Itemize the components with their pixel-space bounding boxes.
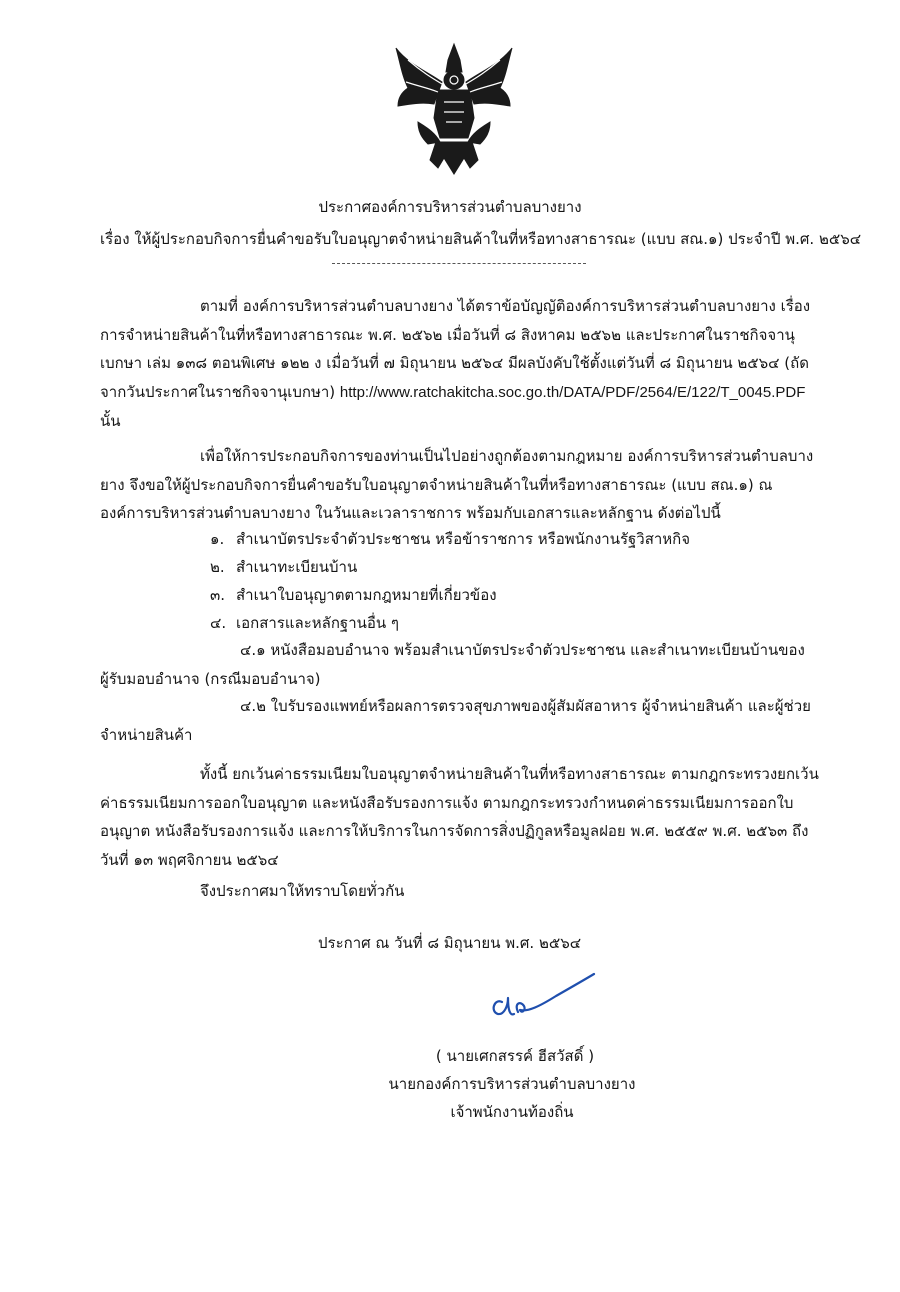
paragraph-1-end: นั้น <box>100 412 121 430</box>
garuda-emblem-icon <box>388 42 520 180</box>
list-item: ๓. สำเนาใบอนุญาตตามกฎหมายที่เกี่ยวข้อง <box>210 586 497 604</box>
announcement-subject: เรื่อง ให้ผู้ประกอบกิจการยื่นคำขอรับใบอนุญาตจำหน่ายสินค้าในที่หรือทางสาธารณะ (แบบ สณ.๑) ประจำปี พ.ศ. ๒๕๖๔ <box>100 230 862 248</box>
announcement-title: ประกาศองค์การบริหารส่วนตำบลบางยาง <box>318 198 582 216</box>
separator-line <box>332 263 586 264</box>
paragraph-3 <box>100 760 820 874</box>
list-item: ๒. สำเนาทะเบียนบ้าน <box>210 558 358 576</box>
list-item: ๑. สำเนาบัตรประจำตัวประชาชน หรือข้าราชการ หรือพนักงานรัฐวิสาหกิจ <box>210 530 691 548</box>
paragraph-2 <box>100 442 820 528</box>
signer-position: นายกองค์การบริหารส่วนตำบลบางยาง <box>388 1075 636 1093</box>
closing-statement: จึงประกาศมาให้ทราบโดยทั่วกัน <box>200 882 405 900</box>
sub-item: ๔.๑ หนังสือมอบอำนาจ พร้อมสำเนาบัตรประจำตัวประชาชน และสำเนาทะเบียนบ้านของผู้รับมอบอำนาจ (กรณีมอบอำนาจ) <box>100 641 805 688</box>
list-item: ๔. เอกสารและหลักฐานอื่น ๆ <box>210 614 399 632</box>
signer-name: ( นายเศกสรรค์ ฮีสวัสดิ์ ) <box>435 1047 595 1065</box>
announcement-date: ประกาศ ณ วันที่ ๘ มิถุนายน พ.ศ. ๒๕๖๔ <box>318 934 582 952</box>
gazette-url: http://www.ratchakitcha.soc.go.th/DATA/PDF/2564/E/122/T_0045.PDF <box>339 383 806 401</box>
paragraph-1 <box>100 292 820 436</box>
paragraph-1-text: ตามที่ องค์การบริหารส่วนตำบลบางยาง ได้ตราข้อบัญญัติองค์การบริหารส่วนตำบลบางยาง เรื่อง การจำหน่ายสินค้าในที่หรือทางสาธารณะ พ.ศ. ๒๕๖๒ เมื่อวันที่ ๘ สิงหาคม ๒๕๖๒ และประกาศในราชกิจจานุเบกษา เล่ม ๑๓๘ ตอนพิเศษ ๑๒๒ ง เมื่อวันที่ ๗ มิถุนายน ๒๕๖๔ มีผลบังคับใช้ตั้งแต่วันที่ ๘ มิถุนายน ๒๕๖๔ (ถัดจากวันประกาศในราชกิจจานุเบกษา) <box>100 297 811 401</box>
paragraph-3-text: ทั้งนี้ ยกเว้นค่าธรรมเนียมใบอนุญาตจำหน่ายสินค้าในที่หรือทางสาธารณะ ตามกฎกระทรวงยกเว้นค่าธรรมเนียมการออกใบอนุญาต และหนังสือรับรองการแจ้ง ตามกฎกระทรวงกำหนดค่าธรรมเนียมการออกใบอนุญาต หนังสือรับรองการแจ้ง และการให้บริการในการจัดการสิ่งปฏิกูลหรือมูลฝอย พ.ศ. ๒๕๕๙ พ.ศ. ๒๕๖๓ ถึงวันที่ ๑๓ พฤศจิกายน ๒๕๖๔ <box>100 765 819 869</box>
sub-item: ๔.๒ ใบรับรองแพทย์หรือผลการตรวจสุขภาพของผู้สัมผัสอาหาร ผู้จำหน่ายสินค้า และผู้ช่วยจำหน่ายสินค้า <box>100 697 811 744</box>
signer-role: เจ้าพนักงานท้องถิ่น <box>450 1103 574 1121</box>
paragraph-2-text: เพื่อให้การประกอบกิจการของท่านเป็นไปอย่างถูกต้องตามกฎหมาย องค์การบริหารส่วนตำบลบางยาง จึงขอให้ผู้ประกอบกิจการยื่นคำขอรับใบอนุญาตจำหน่ายสินค้าในที่หรือทางสาธารณะ (แบบ สณ.๑) ณ องค์การบริหารส่วนตำบลบางยาง ในวันและเวลาราชการ พร้อมกับเอกสารและหลักฐาน ดังต่อไปนี้ <box>100 447 814 522</box>
signature-icon <box>480 968 598 1028</box>
